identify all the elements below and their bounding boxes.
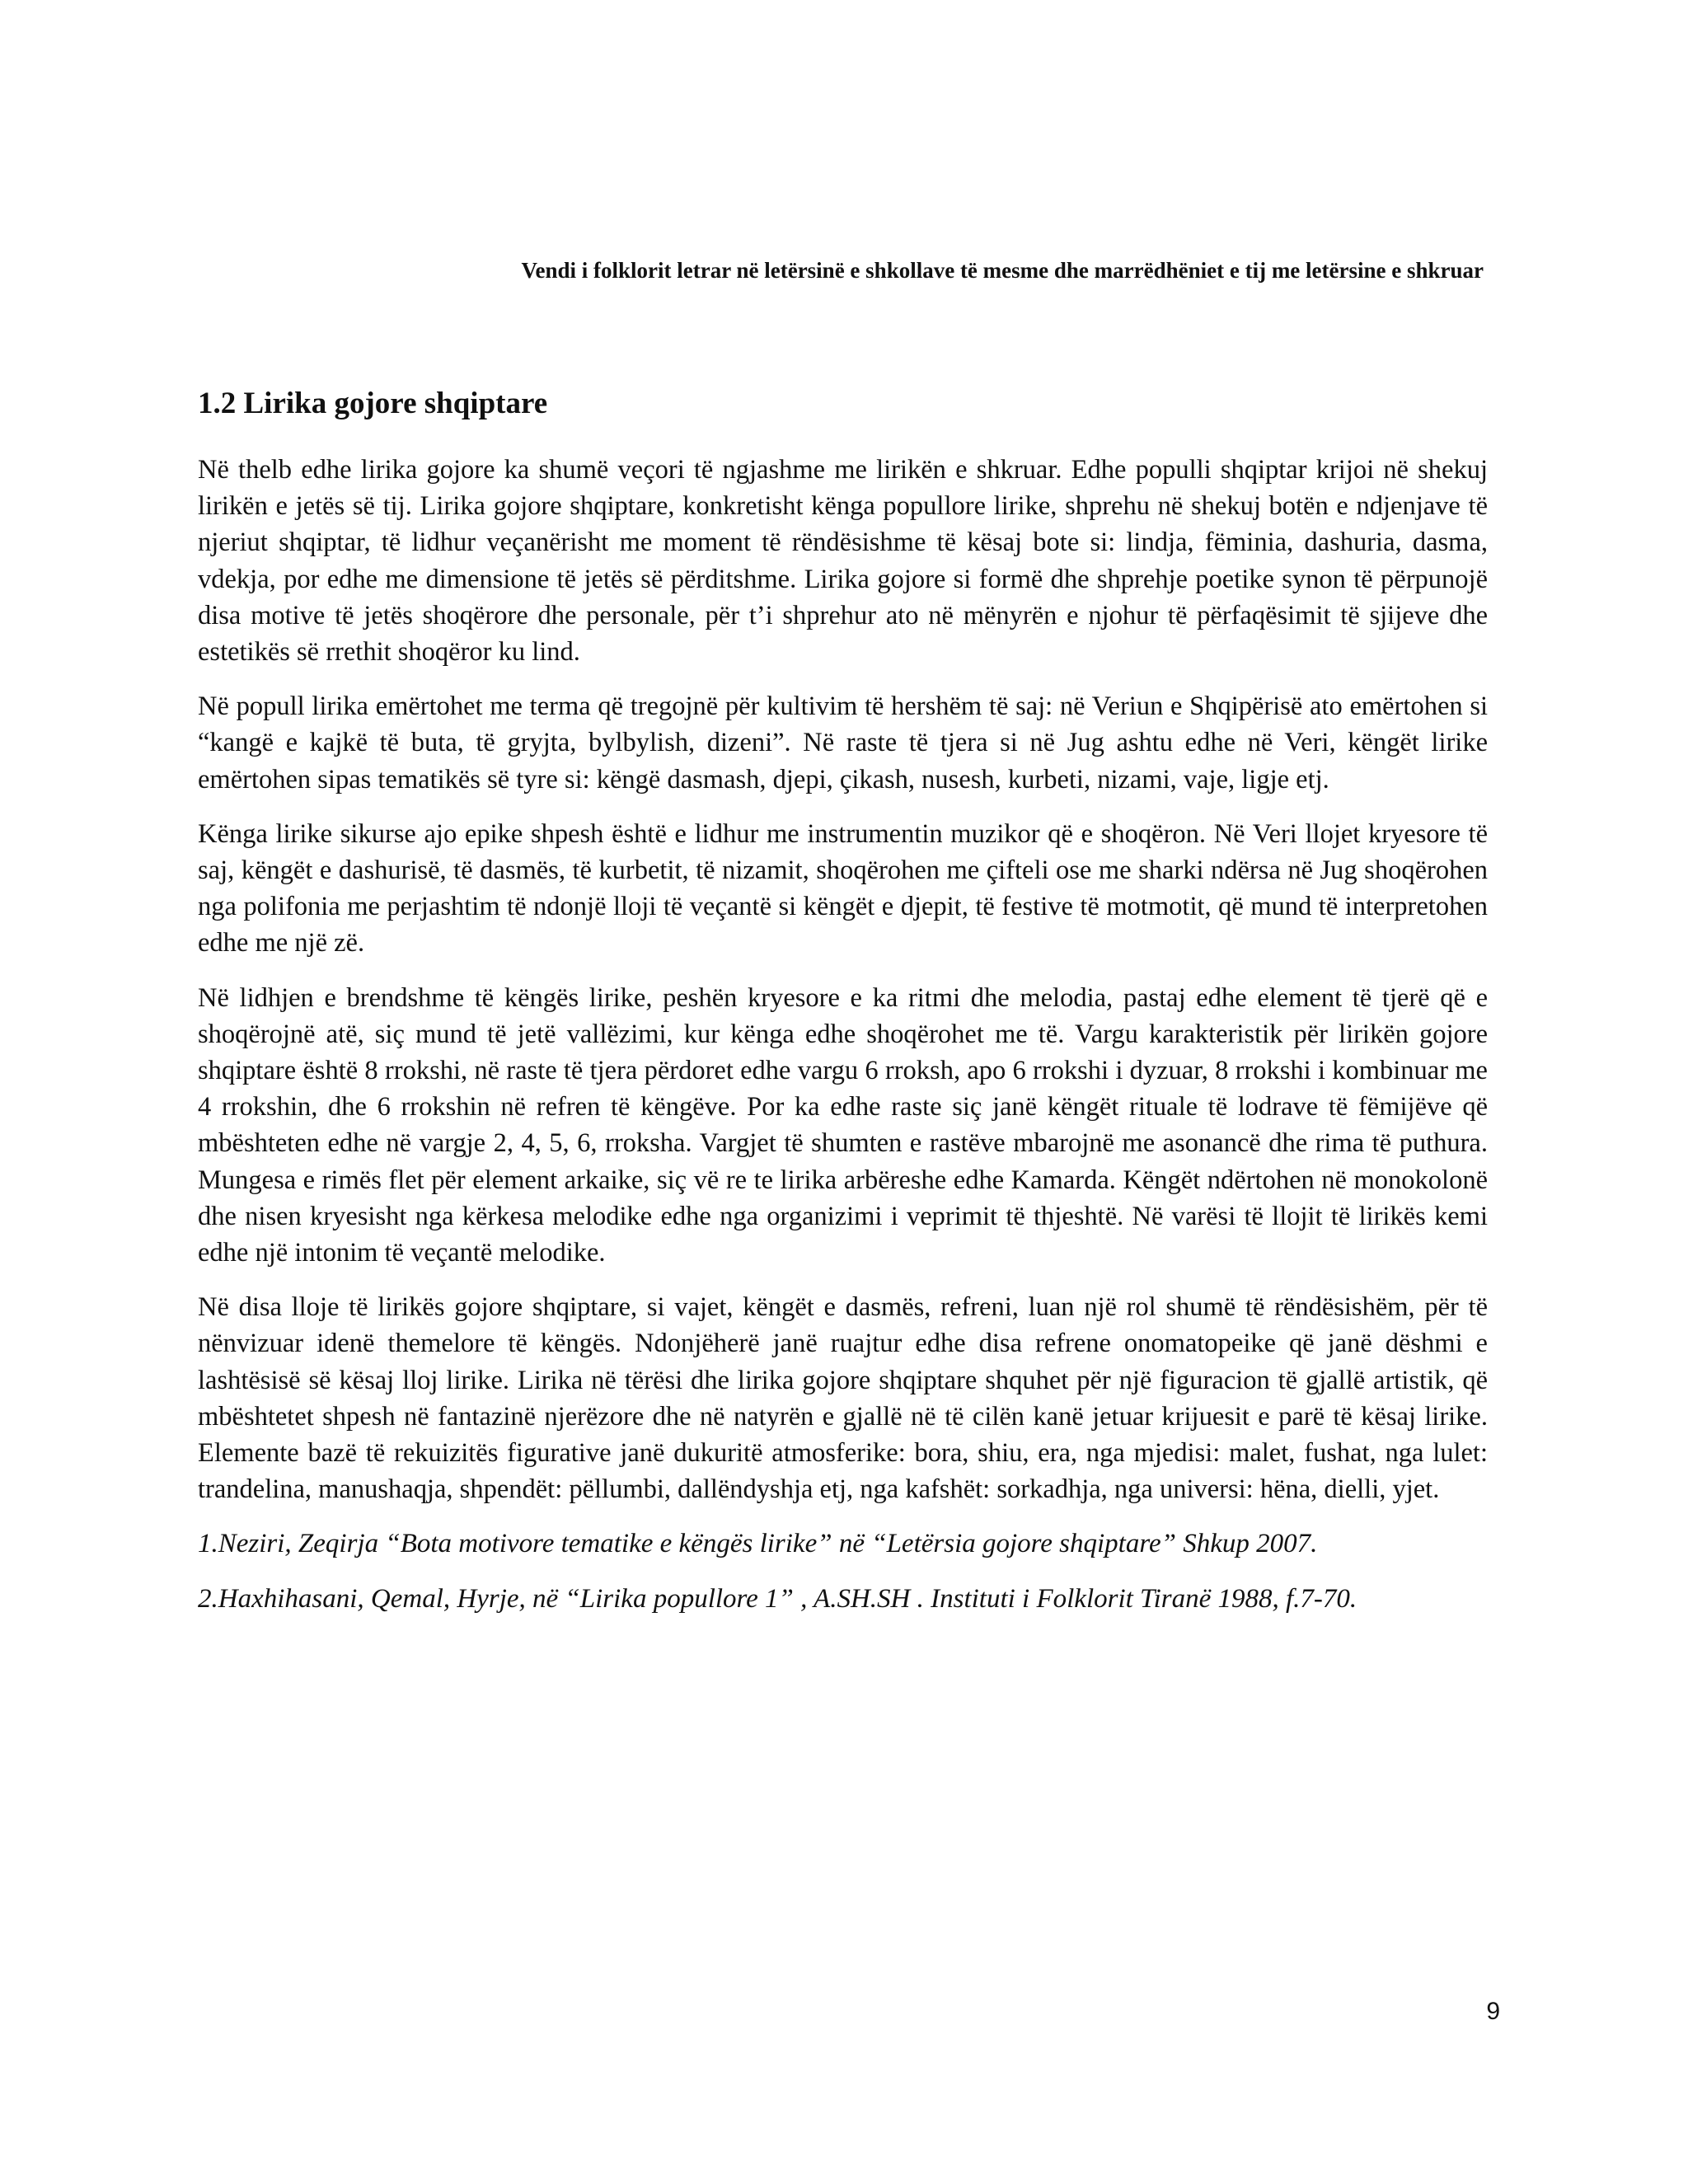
- footnote-1: 1.Neziri, Zeqirja “Bota motivore tematike e këngës lirike” në “Letërsia gojore shqiptare” Shkup 2007.: [198, 1529, 1318, 1559]
- paragraph-1: Në thelb edhe lirika gojore ka shumë veçori të ngjashme me lirikën e shkruar. Edhe populli shqiptar krijoi në shekuj lirikën e jetës së tij. Lirika gojore shqiptare, konkretisht kënga popullore lirike, shprehu në shekuj botën e ndjenjave të njeriut shqiptar, të lidhur veçanërisht me moment të rëndësishme të kësaj bote si: lindja, fëminia, dashuria, dasma, vdekja, por edhe me dimensione të jetës së përditshme. Lirika gojore si formë dhe shprehje poetike synon të përpunojë disa motive të jetës shoqërore dhe personale, për t’i shprehur ato në mënyrën e njohur të përfaqësimit të sjijeve dhe estetikës së rrethit shoqëror ku lind.: [198, 455, 1488, 668]
- paragraph-2: Në popull lirika emërtohet me terma që tregojnë për kultivim të hershëm të saj: në Veriun e Shqipërisë ato emërtohen si “kangë e kajkë të buta, të gryjta, bylbylish, dizeni”. Në raste të tjera si në Jug ashtu edhe në Veri, këngët lirike emërtohen sipas tematikës së tyre si: këngë dasmash, djepi, çikash, nusesh, kurbeti, nizami, vaje, ligje etj.: [198, 691, 1488, 794]
- section-title: 1.2 Lirika gojore shqiptare: [198, 387, 548, 420]
- paragraph-3: Kënga lirike sikurse ajo epike shpesh është e lidhur me instrumentin muzikor që e shoqëron. Në Veri llojet kryesore të saj, këngët e dashurisë, të dasmës, të kurbetit, të nizamit, shoqërohen me çifteli ose me sharki ndërsa në Jug shoqërohen nga polifonia me perjashtim të ndonjë lloji të veçantë si këngët e djepit, të festive të motmotit, që mund të interpretohen edhe me një zë.: [198, 818, 1488, 958]
- page-number: 9: [1486, 1998, 1500, 2025]
- footnote-2: 2.Haxhihasani, Qemal, Hyrje, në “Lirika popullore 1” , A.SH.SH . Instituti i Folklorit Tiranë 1988, f.7-70.: [198, 1583, 1357, 1614]
- paragraph-5: Në disa lloje të lirikës gojore shqiptare, si vajet, këngët e dasmës, refreni, luan një rol shumë të rëndësishëm, për të nënvizuar idenë themelore të këngës. Ndonjëherë janë ruajtur edhe disa refrene onomatopeike që janë dëshmi e lashtësisë së kësaj lloj lirike. Lirika në tërësi dhe lirika gojore shqiptare shquhet për një figuracion të gjallë artistik, që mbështetet shpesh në fantazinë njerëzore dhe në natyrën e gjallë në të cilën kanë jetuar krijuesit e parë të kësaj lirike. Elemente bazë të rekuizitës figurative janë dukuritë atmosferike: bora, shiu, era, nga mjedisi: malet, fushat, nga lulet: trandelina, manushaqja, shpendët: pëllumbi, dallëndyshja etj, nga kafshët: sorkadhja, nga universi: hëna, dielli, yjet.: [198, 1292, 1488, 1505]
- running-header: Vendi i folklorit letrar në letërsinë e shkollave të mesme dhe marrëdhëniet e tij me letërsine e shkruar: [521, 258, 1484, 283]
- page-content: [198, 384, 1488, 1635]
- paragraph-4: Në lidhjen e brendshme të këngës lirike, peshën kryesore e ka ritmi dhe melodia, pastaj edhe element të tjerë që e shoqërojnë atë, siç mund të jetë vallëzimi, kur kënga edhe shoqërohet me të. Vargu karakteristik për lirikën gojore shqiptare është 8 rrokshi, në raste të tjera përdoret edhe vargu 6 rroksh, apo 6 rrokshi i dyzuar, 8 rrokshi i kombinuar me 4 rrokshin, dhe 6 rrokshin në refren të këngëve. Por ka edhe raste siç janë këngët rituale të lodrave të fëmijëve që mbështeten edhe në vargje 2, 4, 5, 6, rroksha. Vargjet të shumten e rastëve mbarojnë me asonancë dhe rima të puthura. Mungesa e rimës flet për element arkaike, siç vë re te lirika arbëreshe edhe Kamarda. Këngët ndërtohen në monokolonë dhe nisen kryesisht nga kërkesa melodike edhe nga organizimi i veprimit të thjeshtë. Në varësi të llojit të lirikës kemi edhe një intonim të veçantë melodike.: [198, 982, 1488, 1268]
